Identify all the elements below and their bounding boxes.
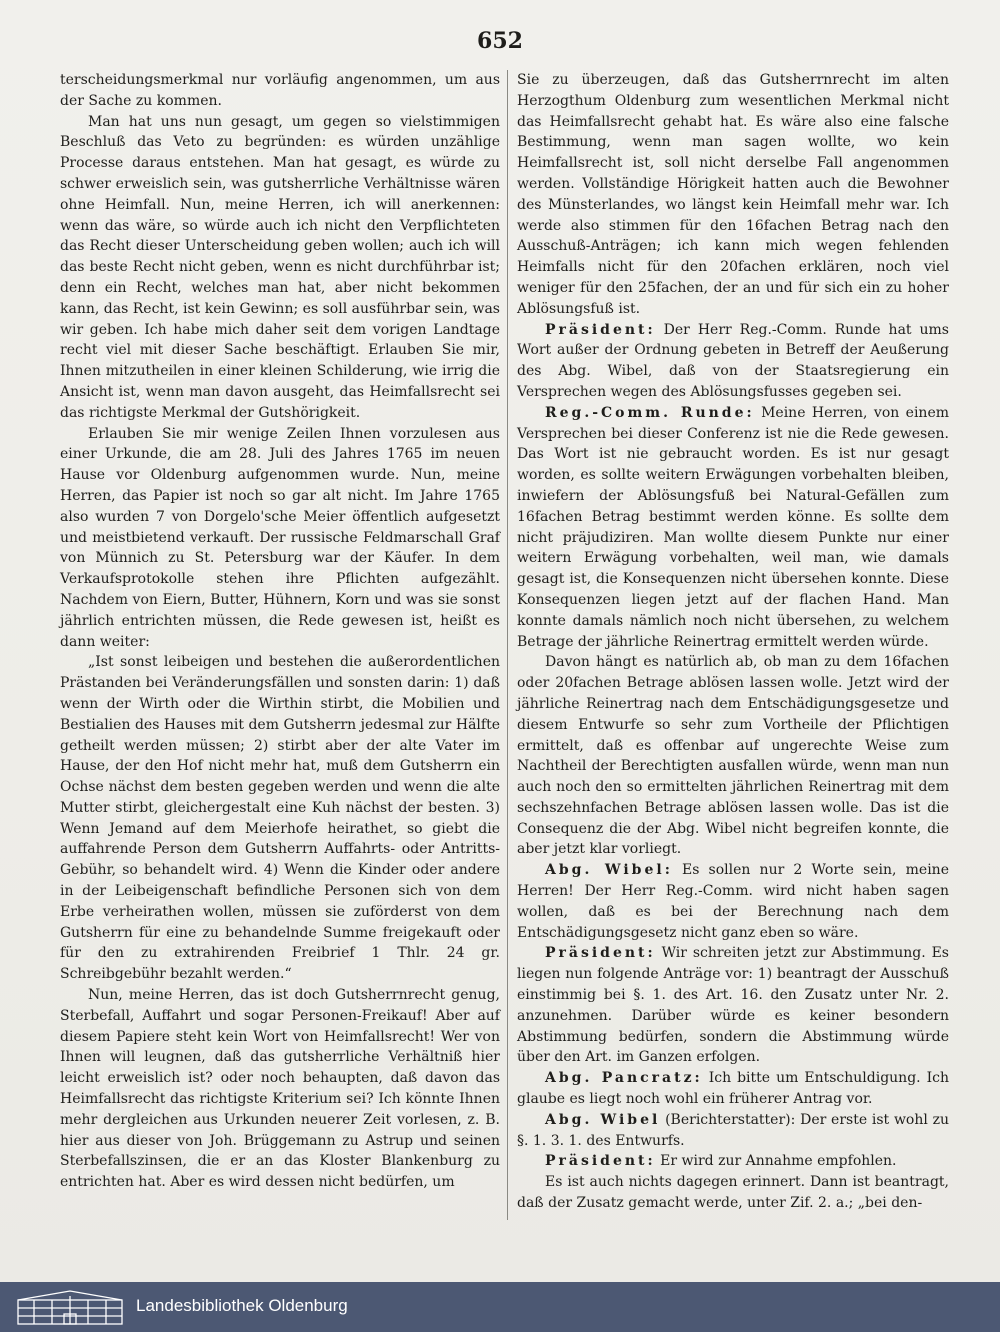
library-footer-bar <box>0 1282 1000 1332</box>
paragraph-text: Es ist auch nichts dagegen erinnert. Dann ist beantragt, daß der Zusatz gemacht werde, unter Zif. 2. a.; „bei den- <box>517 1174 949 1212</box>
paragraph <box>517 652 949 860</box>
left-column <box>60 70 500 1193</box>
library-building-icon <box>14 1288 126 1326</box>
paragraph <box>517 860 949 943</box>
paragraph-text: terscheidungsmerkmal nur vorläufig angenommen, um aus der Sache zu kommen. <box>60 72 500 109</box>
paragraph-text: Meine Herren, von einem Versprechen bei dieser Conferenz ist nie die Rede gewesen. Das Wort ist nie gebraucht worden. Es ist nur gesagt worden, es sollte weitern Erwägungen vorbehalten bleiben, inwiefern der Ablösungsfuß bei Natural-Gefällen zum 16fachen Betrag bestimmt werden könne. Es sollte dem nicht präjudiziren. Man wollte diesem Punkte nur einer weitern Erwägung vorbehalten, weil man, wie damals gesagt ist, die Konsequenzen nicht übersehen konnte. Diese Konsequenzen liegen jetzt auf der flachen Hand. Man konnte damals nämlich noch nicht übersehen, zu welchem Betrage der jährliche Reinertrag ermittelt werden würde. <box>517 404 950 650</box>
speaker-label: Abg. Pancratz: <box>545 1070 703 1087</box>
paragraph-text: (Berichterstatter): Der erste ist wohl zu §. 1. 3. 1. des Entwurfs. <box>517 1111 950 1149</box>
right-column <box>517 70 949 1214</box>
speaker-label: Abg. Wibel <box>545 1111 661 1128</box>
paragraph-text: Es sollen nur 2 Worte sein, meine Herren! Der Herr Reg.-Comm. wird nicht haben sagen wollen, daß es bei der Berechnung nach dem Entschädigungsgesetz nicht ganz eben so wäre. <box>517 862 949 941</box>
paragraph-text: Man hat uns nun gesagt, um gegen so vielstimmigen Beschluß das Veto zu begründen: es würden unzählige Processe daraus entstehen. Man hat gesagt, es würde zu schwer erweislich sein, was gutsherrliche Verhältnisse wären ohne Heimfall. Nun, meine Herren, ich will anerkennen: wenn das wäre, so würde auch ich nicht den Verpflichteten das Recht dieser Unterscheidung geben wollen; auch ich will das beste Recht nicht geben, wenn es nicht durchführbar ist; denn ein Recht, welches man hat, aber nicht bekommen kann, das Recht, ist kein Gewinn; es soll ausführbar sein, was wir geben. Ich habe mich daher seit dem vorigen Landtage recht viel mit dieser Sache beschäftigt. Erlauben Sie mir, Ihnen mitzutheilen in einer kleinen Schilderung, wie irrig die Ansicht ist, wenn man davon ausgeht, das Heimfallsrecht sei das richtigste Merkmal der Gutshörigkeit. <box>60 113 500 421</box>
paragraph-text: Er wird zur Annahme empfohlen. <box>655 1153 897 1170</box>
paragraph <box>517 403 949 653</box>
paragraph <box>60 112 500 424</box>
paragraph-text: Davon hängt es natürlich ab, ob man zu dem 16fachen oder 20fachen Betrage ablösen lassen wolle. Jetzt wird der jährliche Reinertrag nach dem Entschädigungsgesetze und diesem Entwurfe so sehr zum Vortheile der Pflichtigen ermittelt, daß es offenbar auf ungerechte Weise zum Nachtheil der Berechtigten ausfallen würde, wenn man nun auch noch den so ermittelten jährlichen Reinertrag mit dem sechszehnfachen Betrage ablösen lassen wolle. Das ist die Consequenz die der Abg. Wibel nicht begreifen konnte, die aber jetzt klar vorliegt. <box>517 654 949 858</box>
paragraph-text: Der Herr Reg.-Comm. Runde hat ums Wort außer der Ordnung gebeten in Betreff der Aeußerung des Abg. Wibel, daß von der Staatsregierung ein Versprechen wegen des Ablösungsfusses gegeben sei. <box>517 321 949 400</box>
paragraph-text: Sie zu überzeugen, daß das Gutsherrnrecht im alten Herzogthum Oldenburg zum wesentlichen Merkmal nicht das Heimfallsrecht gehabt hat. Es wäre also eine falsche Bestimmung, wenn man sagen wollte, wo kein Heimfallsrecht ist, soll nicht derselbe Fall angenommen werden. Vollständige Hörigkeit hatten auch die Bewohner des Münsterlandes, wo längst kein Heimfall mehr war. Ich werde also stimmen für den 16fachen Betrag nach den Ausschuß-Anträgen; ich kann mich wegen fehlenden Heimfalls nicht für den 20fachen erklären, noch viel weniger für den 25fachen, der an und für sich ein zu hoher Ablösungsfuß ist. <box>517 72 949 317</box>
paragraph-text: Wir schreiten jetzt zur Abstimmung. Es liegen nun folgende Anträge vor: 1) beantragt der Ausschuß einstimmig bei §. 1. des Art. 16. den Zusatz unter Nr. 2. anzunehmen. Darüber würde es keiner besondern Abstimmung bedürfen, sondern die Abstimmung würde über den Art. im Ganzen erfolgen. <box>517 945 949 1066</box>
paragraph <box>517 70 949 320</box>
speaker-label: Reg.-Comm. Runde: <box>545 404 755 421</box>
column-divider <box>507 70 508 1220</box>
paragraph <box>60 652 500 985</box>
paragraph-text: Nun, meine Herren, das ist doch Gutsherrnrecht genug, Sterbefall, Auffahrt und sogar Personen-Freikauf! Aber auf diesem Papiere steht kein Wort von Heimfallsrecht! Wer von Ihnen will leugnen, daß das gutsherrliche Verhältniß hier leicht erweislich ist? oder noch behaupten, daß davon das Heimfallsrecht das richtigste Kriterium sei? Ich könnte Ihnen mehr dergleichen aus Urkunden neuerer Zeit vorlesen, z. B. hier aus dieser von Joh. Brüggemann zu Astrup und seinen Sterbefallszinsen, die er an das Kloster Blankenburg zu entrichten hat. Aber es wird dessen nicht bedürfen, um <box>60 987 500 1191</box>
paragraph <box>517 1110 949 1152</box>
paragraph <box>517 943 949 1068</box>
speaker-label: Präsident: <box>545 945 656 962</box>
library-name: Landesbibliothek Oldenburg <box>136 1296 348 1315</box>
paragraph-text: „Ist sonst leibeigen und bestehen die außerordentlichen Prästanden bei Veränderungsfällen und sonsten darin: 1) daß wenn der Wirth oder die Wirthin stirbt, die Mobilien und Bestialien des Hauses mit dem Gutsherrn jedesmal zur Hälfte getheilt werden müssen; 2) stirbt aber der alte Vater im Hause, der den Hof nicht mehr hat, muß dem Gutsherrn ein Ochse nächst dem besten gegeben werden und wenn die alte Mutter stirbt, gleichergestalt eine Kuh nächst der besten. 3) Wenn Jemand auf dem Meierhofe heirathet, so giebt die auffahrende Person dem Gutsherrn Auffahrts- oder Antritts-Gebühr, so behandelt wird. 4) Wenn die Kinder oder andere in der Leibeigenschaft befindliche Personen sich von dem Erbe verheirathen wollen, müssen sie zuförderst von dem Gutsherrn für eine zu behandelnde Summe freigekauft oder für den zu extrahirenden Freibrief 1 Thlr. 24 gr. Schreibgebühr bezahlt werden.“ <box>60 654 500 983</box>
paragraph <box>517 320 949 403</box>
paragraph <box>60 424 500 653</box>
paragraph <box>517 1068 949 1110</box>
speaker-label: Abg. Wibel: <box>545 862 673 879</box>
paragraph <box>517 1151 949 1172</box>
paragraph <box>60 70 500 112</box>
speaker-label: Präsident: <box>545 1153 656 1170</box>
page-number: 652 <box>477 28 523 54</box>
paragraph <box>517 1172 949 1214</box>
paragraph <box>60 985 500 1193</box>
paragraph-text: Ich bitte um Entschuldigung. Ich glaube es liegt noch wohl ein früherer Antrag vor. <box>517 1070 949 1108</box>
paragraph-text: Erlauben Sie mir wenige Zeilen Ihnen vorzulesen aus einer Urkunde, die am 28. Juli des Jahres 1765 im neuen Hause vor Oldenburg aufgenommen wurde. Nun, meine Herren, das Papier ist noch so gar alt nicht. Im Jahre 1765 also wurden 7 von Dorgelo'sche Meier öffentlich aufgesetzt und meistbietend verkauft. Der russische Feldmarschall Graf von Münnich zu St. Petersburg war der Käufer. In dem Verkaufsprotokolle stehen ihre Pflichten aufgezählt. Nachdem von Eiern, Butter, Hühnern, Korn und was sie sonst jährlich entrichten müssen, die Rede gewesen ist, heißt es dann weiter: <box>60 425 500 650</box>
speaker-label: Präsident: <box>545 321 656 338</box>
